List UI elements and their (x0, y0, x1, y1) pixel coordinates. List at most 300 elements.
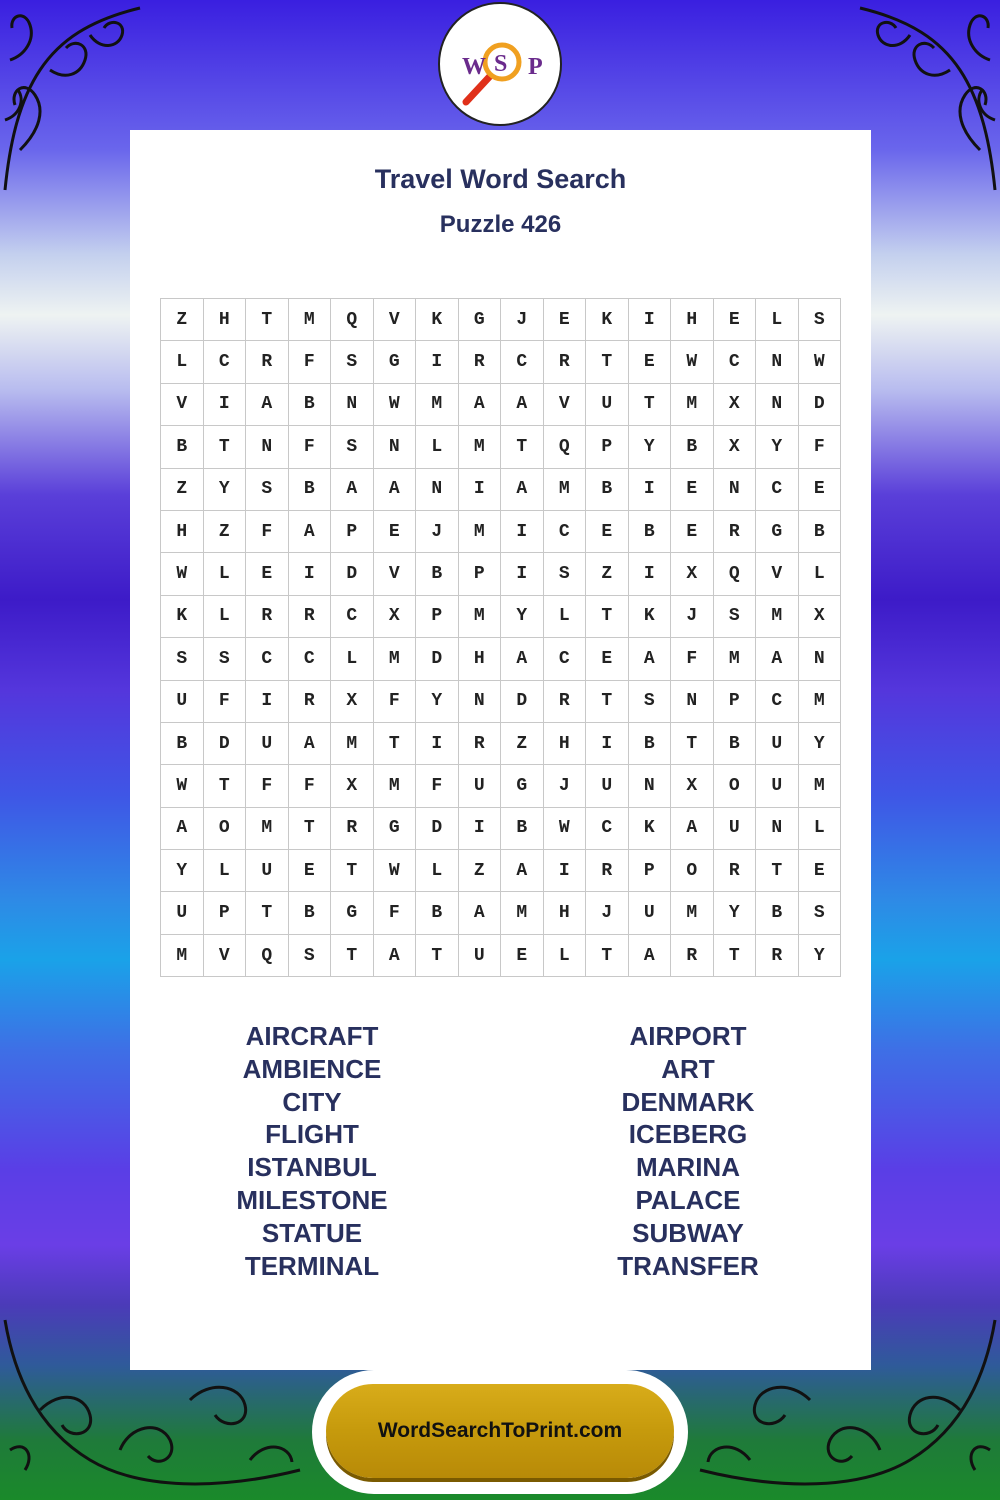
grid-cell[interactable]: A (501, 383, 544, 425)
grid-cell[interactable]: E (373, 510, 416, 552)
grid-cell[interactable]: Y (203, 468, 246, 510)
grid-cell[interactable]: A (628, 638, 671, 680)
word-list-left (162, 1020, 462, 1282)
grid-cell[interactable]: U (756, 722, 799, 764)
grid-cell[interactable]: B (161, 426, 204, 468)
grid-cell[interactable]: A (671, 807, 714, 849)
grid-cell[interactable]: C (713, 341, 756, 383)
grid-cell[interactable]: E (543, 299, 586, 341)
grid-cell[interactable]: W (543, 807, 586, 849)
grid-cell[interactable]: M (416, 383, 459, 425)
grid-cell[interactable]: H (161, 510, 204, 552)
word-list-item: SUBWAY (632, 1217, 744, 1248)
grid-cell[interactable]: D (416, 638, 459, 680)
grid-cell[interactable]: L (203, 595, 246, 637)
grid-cell[interactable]: B (798, 510, 841, 552)
grid-cell[interactable]: A (288, 510, 331, 552)
grid-cell[interactable]: Q (331, 299, 374, 341)
grid-cell[interactable]: T (586, 680, 629, 722)
grid-cell[interactable]: C (331, 595, 374, 637)
grid-cell[interactable]: R (713, 850, 756, 892)
grid-cell[interactable]: V (373, 299, 416, 341)
wsp-logo[interactable] (438, 2, 562, 126)
grid-cell[interactable]: E (713, 299, 756, 341)
grid-cell[interactable]: H (458, 638, 501, 680)
grid-row (161, 807, 841, 849)
grid-cell[interactable]: U (161, 892, 204, 934)
grid-cell[interactable]: S (543, 553, 586, 595)
grid-cell[interactable]: U (586, 383, 629, 425)
grid-cell[interactable]: M (458, 510, 501, 552)
grid-cell[interactable]: C (543, 510, 586, 552)
grid-cell[interactable]: R (288, 595, 331, 637)
grid-cell[interactable]: W (798, 341, 841, 383)
grid-cell[interactable]: N (416, 468, 459, 510)
grid-cell[interactable]: O (671, 850, 714, 892)
grid-cell[interactable]: D (331, 553, 374, 595)
grid-cell[interactable]: L (203, 553, 246, 595)
grid-cell[interactable]: N (246, 426, 289, 468)
grid-cell[interactable]: J (416, 510, 459, 552)
grid-cell[interactable]: M (458, 426, 501, 468)
grid-cell[interactable]: G (331, 892, 374, 934)
grid-cell[interactable]: Y (713, 892, 756, 934)
grid-cell[interactable]: X (671, 765, 714, 807)
grid-cell[interactable]: P (416, 595, 459, 637)
grid-cell[interactable]: I (288, 553, 331, 595)
grid-cell[interactable]: R (543, 341, 586, 383)
grid-cell[interactable]: T (501, 426, 544, 468)
grid-cell[interactable]: F (246, 765, 289, 807)
grid-cell[interactable]: I (203, 383, 246, 425)
word-list-item: ART (661, 1053, 715, 1084)
grid-cell[interactable]: V (203, 934, 246, 976)
grid-cell[interactable]: Q (543, 426, 586, 468)
grid-cell[interactable]: O (203, 807, 246, 849)
grid-cell[interactable]: I (416, 341, 459, 383)
grid-cell[interactable]: V (161, 383, 204, 425)
grid-cell[interactable]: A (501, 468, 544, 510)
grid-cell[interactable]: O (713, 765, 756, 807)
grid-row (161, 510, 841, 552)
footer-website-link[interactable]: WordSearchToPrint.com (377, 1419, 623, 1442)
grid-cell[interactable]: I (628, 553, 671, 595)
grid-cell[interactable]: E (246, 553, 289, 595)
magnifier-icon (440, 4, 560, 124)
grid-cell[interactable]: M (798, 680, 841, 722)
grid-cell[interactable]: I (458, 807, 501, 849)
grid-cell[interactable]: Y (501, 595, 544, 637)
grid-row (161, 383, 841, 425)
grid-cell[interactable]: P (628, 850, 671, 892)
grid-cell[interactable]: Z (161, 468, 204, 510)
grid-cell[interactable]: F (288, 765, 331, 807)
grid-cell[interactable]: T (586, 341, 629, 383)
grid-cell[interactable]: B (288, 892, 331, 934)
grid-cell[interactable]: I (628, 468, 671, 510)
grid-cell[interactable]: M (671, 383, 714, 425)
grid-cell[interactable]: J (501, 299, 544, 341)
grid-cell[interactable]: B (628, 722, 671, 764)
grid-cell[interactable]: S (246, 468, 289, 510)
grid-cell[interactable]: N (756, 807, 799, 849)
grid-cell[interactable]: M (288, 299, 331, 341)
grid-cell[interactable]: C (246, 638, 289, 680)
grid-cell[interactable]: V (543, 383, 586, 425)
grid-cell[interactable]: S (798, 892, 841, 934)
grid-cell[interactable]: T (713, 934, 756, 976)
grid-cell[interactable]: K (628, 807, 671, 849)
grid-cell[interactable]: B (288, 468, 331, 510)
grid-cell[interactable]: B (288, 383, 331, 425)
grid-cell[interactable]: U (586, 765, 629, 807)
grid-cell[interactable]: B (756, 892, 799, 934)
footer-website-button[interactable] (312, 1370, 688, 1494)
grid-cell[interactable]: P (203, 892, 246, 934)
grid-cell[interactable]: L (203, 850, 246, 892)
grid-row (161, 722, 841, 764)
grid-cell[interactable]: W (373, 850, 416, 892)
grid-cell[interactable]: N (756, 383, 799, 425)
grid-row (161, 553, 841, 595)
grid-cell[interactable]: F (246, 510, 289, 552)
grid-cell[interactable]: X (331, 765, 374, 807)
grid-cell[interactable]: C (203, 341, 246, 383)
grid-cell[interactable]: L (543, 595, 586, 637)
grid-cell[interactable]: E (501, 934, 544, 976)
grid-cell[interactable]: F (671, 638, 714, 680)
grid-cell[interactable]: Z (458, 850, 501, 892)
grid-cell[interactable]: J (586, 892, 629, 934)
grid-cell[interactable]: Z (501, 722, 544, 764)
grid-cell[interactable]: L (331, 638, 374, 680)
grid-cell[interactable]: T (586, 595, 629, 637)
grid-cell[interactable]: Q (246, 934, 289, 976)
grid-cell[interactable]: A (756, 638, 799, 680)
word-list-item: AIRPORT (629, 1021, 747, 1051)
grid-cell[interactable]: S (628, 680, 671, 722)
grid-cell[interactable]: S (798, 299, 841, 341)
grid-cell[interactable]: Z (203, 510, 246, 552)
grid-cell[interactable]: M (246, 807, 289, 849)
grid-cell[interactable]: G (756, 510, 799, 552)
grid-cell[interactable]: B (628, 510, 671, 552)
grid-cell[interactable]: C (756, 468, 799, 510)
grid-cell[interactable]: N (331, 383, 374, 425)
grid-cell[interactable]: W (161, 765, 204, 807)
grid-cell[interactable]: R (671, 934, 714, 976)
grid-cell[interactable]: K (161, 595, 204, 637)
grid-cell[interactable]: F (288, 426, 331, 468)
grid-cell[interactable]: G (501, 765, 544, 807)
grid-cell[interactable]: C (288, 638, 331, 680)
grid-cell[interactable]: C (586, 807, 629, 849)
word-list-item: TRANSFER (617, 1250, 759, 1281)
word-list-item: TERMINAL (244, 1250, 380, 1281)
word-list-item: FLIGHT (265, 1119, 359, 1150)
puzzle-number: Puzzle 426 (439, 211, 562, 238)
grid-cell[interactable]: B (416, 892, 459, 934)
grid-cell[interactable]: R (586, 850, 629, 892)
grid-cell[interactable]: F (798, 426, 841, 468)
grid-cell[interactable]: I (416, 722, 459, 764)
grid-cell[interactable]: U (628, 892, 671, 934)
grid-cell[interactable]: T (756, 850, 799, 892)
grid-cell[interactable]: N (798, 638, 841, 680)
word-search-grid (160, 298, 841, 977)
grid-cell[interactable]: Q (713, 553, 756, 595)
grid-cell[interactable]: B (161, 722, 204, 764)
grid-cell[interactable]: A (501, 850, 544, 892)
grid-cell[interactable]: C (756, 680, 799, 722)
grid-cell[interactable]: B (713, 722, 756, 764)
grid-cell[interactable]: T (246, 299, 289, 341)
grid-cell[interactable]: Y (628, 426, 671, 468)
grid-cell[interactable]: K (416, 299, 459, 341)
grid-cell[interactable]: H (543, 892, 586, 934)
grid-cell[interactable]: N (756, 341, 799, 383)
grid-cell[interactable]: E (798, 850, 841, 892)
grid-cell[interactable]: E (671, 468, 714, 510)
grid-cell[interactable]: N (671, 680, 714, 722)
puzzle-card (130, 130, 871, 1370)
grid-cell[interactable]: S (203, 638, 246, 680)
grid-cell[interactable]: Y (161, 850, 204, 892)
grid-cell[interactable]: M (756, 595, 799, 637)
grid-cell[interactable]: F (373, 680, 416, 722)
grid-cell[interactable]: P (586, 426, 629, 468)
grid-cell[interactable]: M (161, 934, 204, 976)
grid-cell[interactable]: R (246, 595, 289, 637)
grid-cell[interactable]: L (161, 341, 204, 383)
grid-cell[interactable]: T (288, 807, 331, 849)
grid-cell[interactable]: F (416, 765, 459, 807)
grid-cell[interactable]: Z (586, 553, 629, 595)
grid-cell[interactable]: I (458, 468, 501, 510)
grid-cell[interactable]: I (586, 722, 629, 764)
grid-cell[interactable]: D (798, 383, 841, 425)
grid-cell[interactable]: Z (161, 299, 204, 341)
grid-cell[interactable]: M (458, 595, 501, 637)
grid-cell[interactable]: V (373, 553, 416, 595)
grid-cell[interactable]: M (543, 468, 586, 510)
word-list-item: MARINA (636, 1152, 740, 1183)
grid-row (161, 299, 841, 341)
grid-cell[interactable]: E (586, 510, 629, 552)
grid-cell[interactable]: N (713, 468, 756, 510)
grid-cell[interactable]: B (416, 553, 459, 595)
grid-cell[interactable]: W (373, 383, 416, 425)
grid-cell[interactable]: J (671, 595, 714, 637)
grid-cell[interactable]: A (288, 722, 331, 764)
grid-cell[interactable]: E (288, 850, 331, 892)
word-list-item: CITY (282, 1086, 342, 1117)
word-list-item: ICEBERG (628, 1119, 748, 1150)
grid-cell[interactable]: S (331, 341, 374, 383)
grid-cell[interactable]: K (586, 299, 629, 341)
grid-cell[interactable]: R (543, 680, 586, 722)
grid-cell[interactable]: E (586, 638, 629, 680)
grid-cell[interactable]: G (373, 341, 416, 383)
grid-cell[interactable]: X (331, 680, 374, 722)
grid-row (161, 341, 841, 383)
grid-cell[interactable]: T (203, 765, 246, 807)
grid-cell[interactable]: N (373, 426, 416, 468)
grid-cell[interactable]: K (628, 595, 671, 637)
grid-cell[interactable]: T (246, 892, 289, 934)
grid-cell[interactable]: I (543, 850, 586, 892)
grid-cell[interactable]: X (713, 426, 756, 468)
grid-cell[interactable]: A (501, 638, 544, 680)
grid-cell[interactable]: L (756, 299, 799, 341)
grid-cell[interactable]: T (331, 850, 374, 892)
grid-cell[interactable]: L (543, 934, 586, 976)
grid-cell[interactable]: Y (798, 934, 841, 976)
grid-cell[interactable]: I (246, 680, 289, 722)
word-list-item: DENMARK (621, 1086, 755, 1117)
grid-cell[interactable]: S (288, 934, 331, 976)
grid-cell[interactable]: C (501, 341, 544, 383)
grid-cell[interactable]: A (246, 383, 289, 425)
grid-cell[interactable]: T (586, 934, 629, 976)
grid-cell[interactable]: S (331, 426, 374, 468)
word-list-item: ISTANBUL (247, 1152, 377, 1183)
grid-cell[interactable]: U (713, 807, 756, 849)
grid-cell[interactable]: E (671, 510, 714, 552)
grid-row (161, 468, 841, 510)
grid-cell[interactable]: U (161, 680, 204, 722)
grid-cell[interactable]: L (798, 807, 841, 849)
grid-cell[interactable]: G (458, 299, 501, 341)
grid-cell[interactable]: X (798, 595, 841, 637)
grid-cell[interactable]: F (373, 892, 416, 934)
grid-cell[interactable]: D (416, 807, 459, 849)
grid-cell[interactable]: U (246, 722, 289, 764)
grid-cell[interactable]: A (331, 468, 374, 510)
word-list-item: STATUE (261, 1217, 363, 1248)
grid-cell[interactable]: H (203, 299, 246, 341)
grid-row (161, 934, 841, 976)
grid-cell[interactable]: F (203, 680, 246, 722)
grid-cell[interactable]: L (416, 426, 459, 468)
grid-cell[interactable]: U (458, 765, 501, 807)
word-list-right (538, 1020, 838, 1282)
grid-row (161, 892, 841, 934)
grid-cell[interactable]: N (628, 765, 671, 807)
grid-cell[interactable]: R (713, 510, 756, 552)
grid-cell[interactable]: R (458, 722, 501, 764)
grid-cell[interactable]: X (713, 383, 756, 425)
grid-cell[interactable]: I (501, 510, 544, 552)
grid-cell[interactable]: Y (416, 680, 459, 722)
grid-row (161, 638, 841, 680)
grid-cell[interactable]: E (798, 468, 841, 510)
grid-cell[interactable]: R (756, 934, 799, 976)
grid-cell[interactable]: X (373, 595, 416, 637)
grid-cell[interactable]: D (203, 722, 246, 764)
footer-button-inner[interactable] (326, 1384, 674, 1478)
grid-cell[interactable]: H (543, 722, 586, 764)
grid-cell[interactable]: E (628, 341, 671, 383)
logo-letter-s: S (494, 51, 508, 77)
grid-cell[interactable]: M (501, 892, 544, 934)
grid-row (161, 850, 841, 892)
grid-cell[interactable]: T (628, 383, 671, 425)
grid-cell[interactable]: P (331, 510, 374, 552)
grid-cell[interactable]: A (628, 934, 671, 976)
grid-cell[interactable]: A (373, 468, 416, 510)
grid-cell[interactable]: I (628, 299, 671, 341)
grid-cell[interactable]: I (501, 553, 544, 595)
grid-cell[interactable]: U (246, 850, 289, 892)
grid-cell[interactable]: M (373, 638, 416, 680)
grid-cell[interactable]: U (458, 934, 501, 976)
word-list-item: MILESTONE (236, 1184, 388, 1215)
grid-cell[interactable]: R (288, 680, 331, 722)
grid-cell[interactable]: A (161, 807, 204, 849)
grid-cell[interactable]: M (671, 892, 714, 934)
grid-cell[interactable]: V (756, 553, 799, 595)
grid-cell[interactable]: U (756, 765, 799, 807)
grid-cell[interactable]: T (331, 934, 374, 976)
grid-cell[interactable]: Y (798, 722, 841, 764)
grid-cell[interactable]: B (586, 468, 629, 510)
grid-cell[interactable]: D (501, 680, 544, 722)
grid-cell[interactable]: W (161, 553, 204, 595)
grid-cell[interactable]: M (331, 722, 374, 764)
grid-row (161, 765, 841, 807)
grid-cell[interactable]: N (458, 680, 501, 722)
grid-cell[interactable]: R (458, 341, 501, 383)
grid-row (161, 680, 841, 722)
grid-cell[interactable]: A (373, 934, 416, 976)
grid-row (161, 426, 841, 468)
grid-cell[interactable]: J (543, 765, 586, 807)
grid-cell[interactable]: T (203, 426, 246, 468)
grid-cell[interactable]: S (161, 638, 204, 680)
grid-cell[interactable]: R (246, 341, 289, 383)
grid-cell[interactable]: C (543, 638, 586, 680)
grid-cell[interactable]: R (331, 807, 374, 849)
word-list-item: PALACE (635, 1184, 741, 1215)
grid-cell[interactable]: T (373, 722, 416, 764)
grid-cell[interactable]: A (458, 892, 501, 934)
grid-cell[interactable]: M (798, 765, 841, 807)
grid-cell[interactable]: W (671, 341, 714, 383)
grid-cell[interactable]: B (671, 426, 714, 468)
word-list-item: AMBIENCE (242, 1053, 382, 1084)
top-left-ornament (0, 0, 150, 200)
grid-cell[interactable]: P (713, 680, 756, 722)
grid-cell[interactable]: T (416, 934, 459, 976)
logo-letter-p: P (528, 54, 543, 80)
grid-cell[interactable]: T (671, 722, 714, 764)
grid-cell[interactable]: X (671, 553, 714, 595)
grid-cell[interactable]: S (713, 595, 756, 637)
grid-cell[interactable]: H (671, 299, 714, 341)
grid-cell[interactable]: P (458, 553, 501, 595)
grid-cell[interactable]: M (373, 765, 416, 807)
grid-cell[interactable]: G (373, 807, 416, 849)
page-title: Travel Word Search (374, 164, 627, 194)
grid-cell[interactable]: B (501, 807, 544, 849)
grid-cell[interactable]: F (288, 341, 331, 383)
grid-cell[interactable]: A (458, 383, 501, 425)
grid-cell[interactable]: L (416, 850, 459, 892)
grid-cell[interactable]: Y (756, 426, 799, 468)
grid-cell[interactable]: M (713, 638, 756, 680)
grid-cell[interactable]: L (798, 553, 841, 595)
